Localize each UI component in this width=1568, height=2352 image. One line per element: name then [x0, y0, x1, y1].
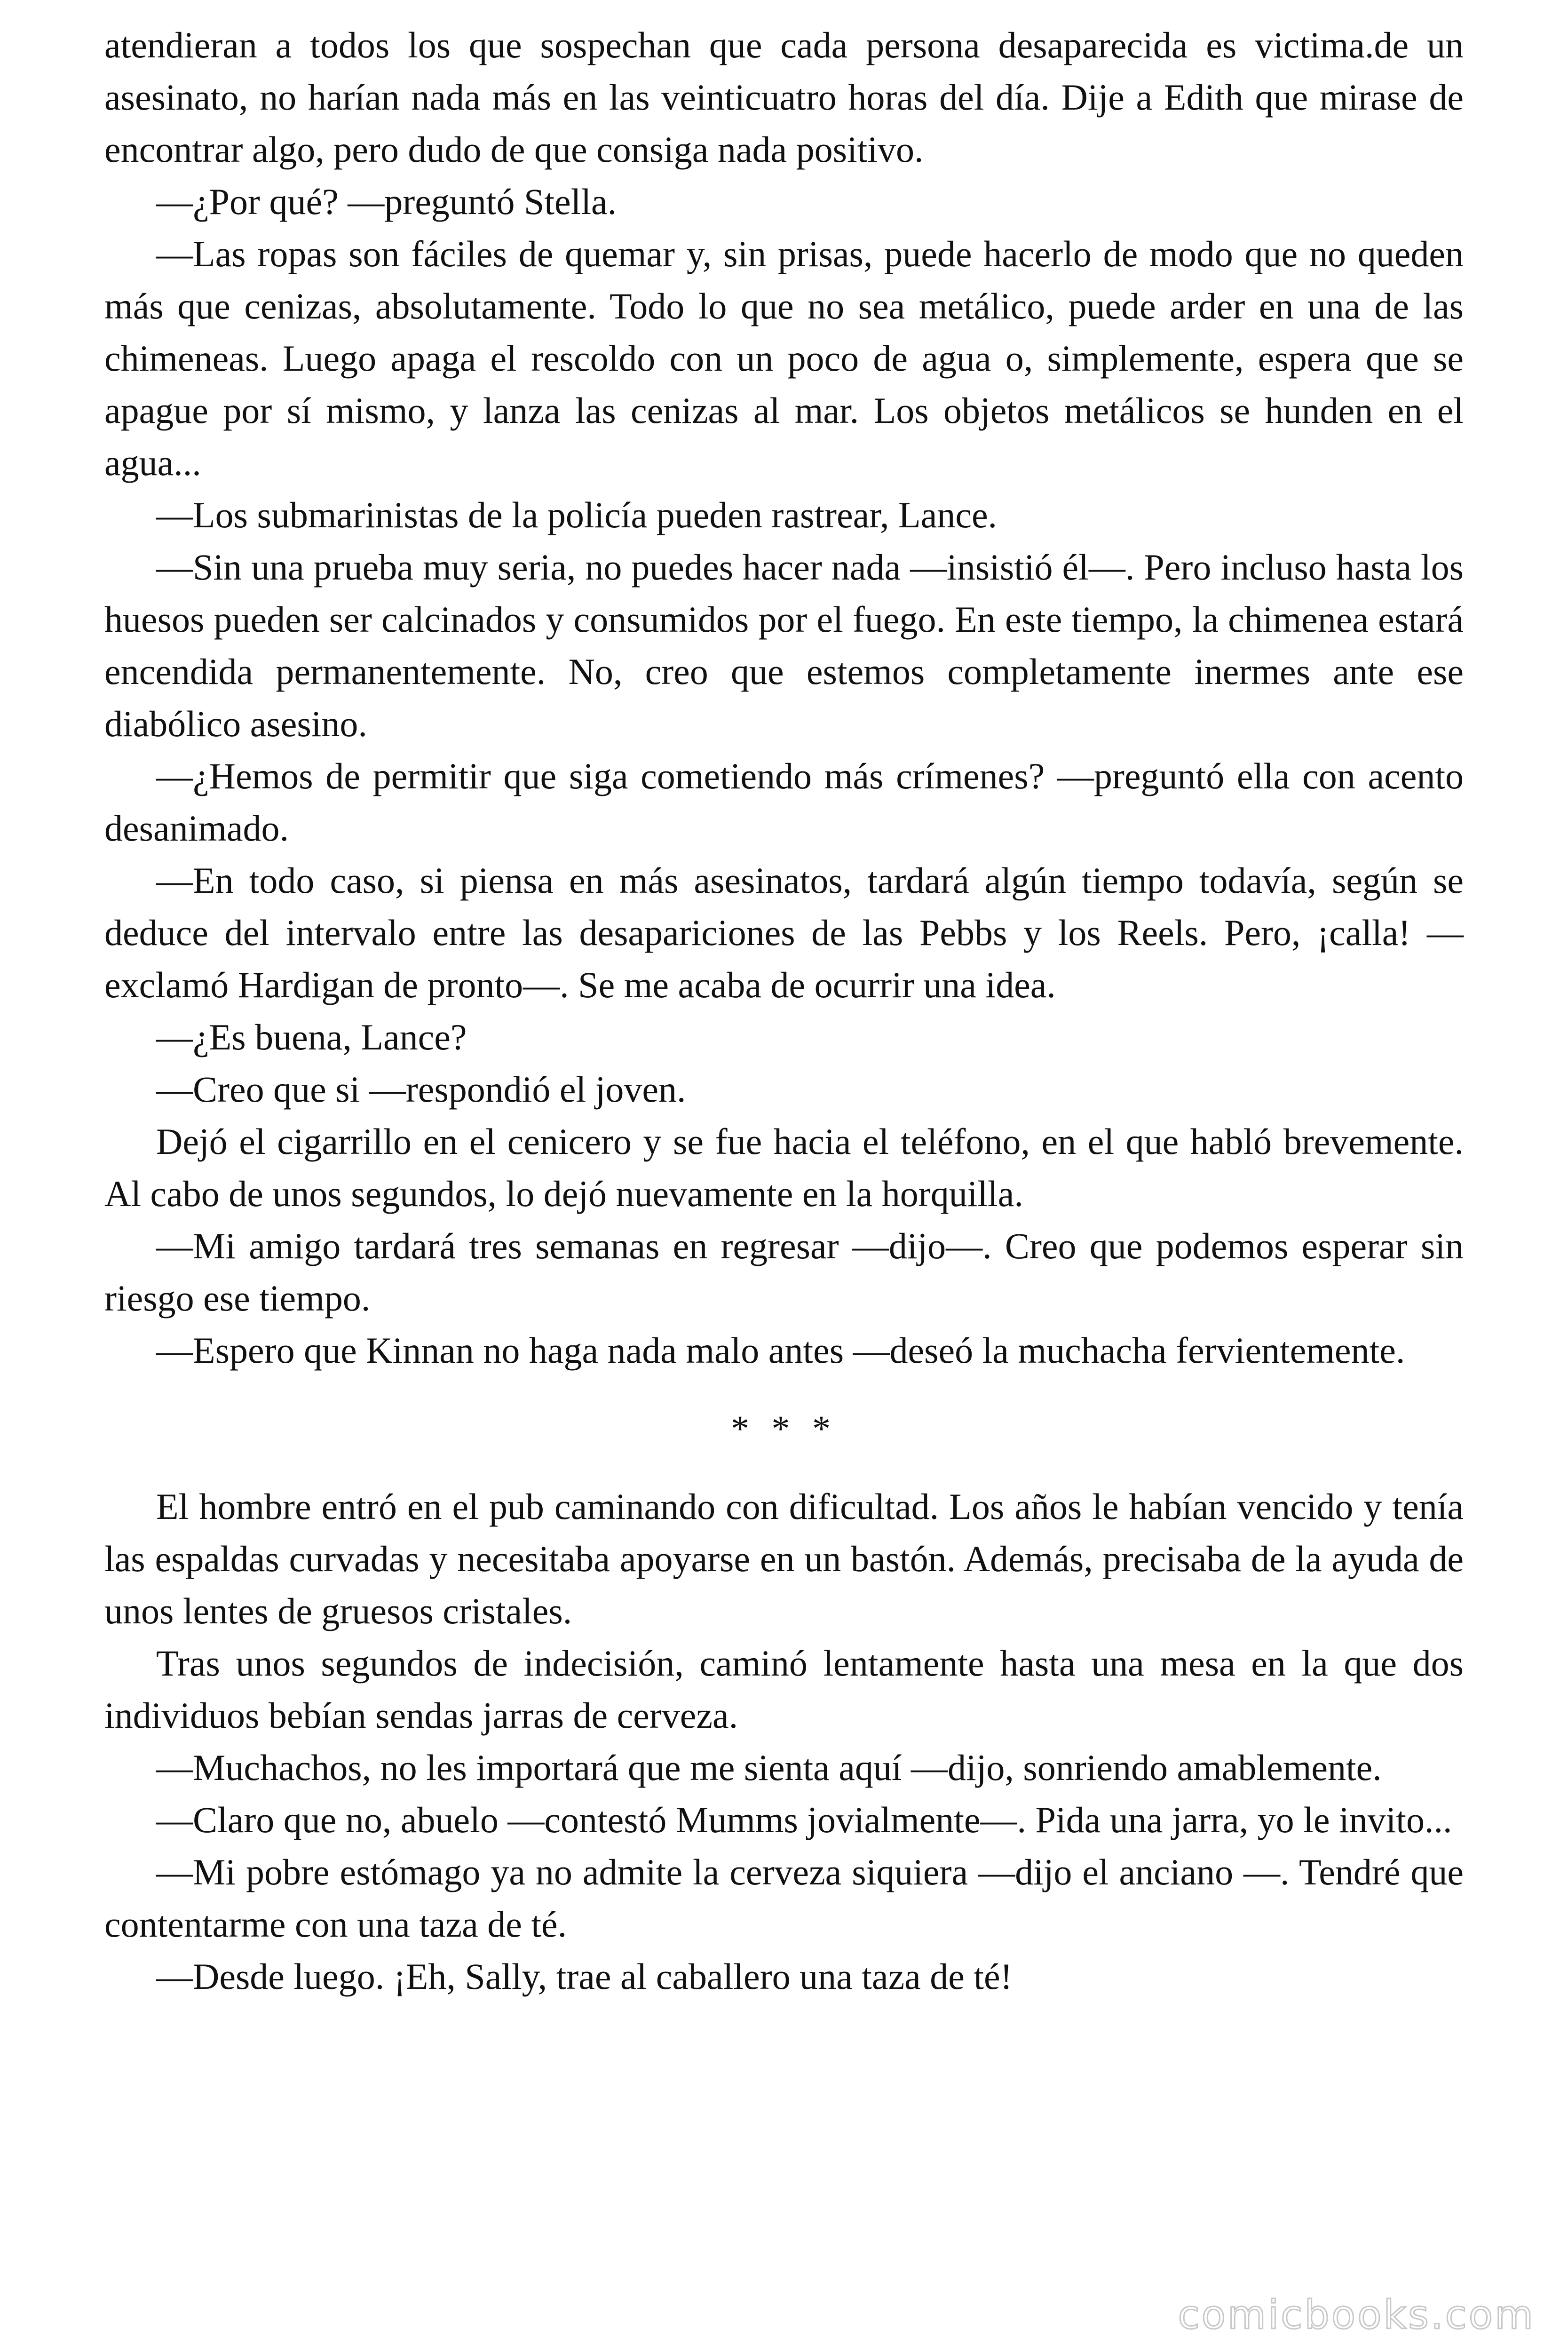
watermark: comicbooks.com	[1178, 2292, 1535, 2338]
paragraph: —¿Por qué? —preguntó Stella.	[156, 181, 617, 222]
paragraph: —Muchachos, no les importará que me sienta aquí —dijo, sonriendo amablemente.	[156, 1747, 1382, 1788]
paragraph: atendieran a todos los que sospechan que cada persona desaparecida es victima.de un asesinato, no harían nada más en las veinticuatro horas del día. Dije a Edith que mirase de encontrar algo, pero dudo de que consiga nada positivo.	[104, 24, 1464, 170]
paragraph: Tras unos segundos de indecisión, caminó lentamente hasta una mesa en la que dos individuos bebían sendas jarras de cerveza.	[104, 1643, 1464, 1736]
paragraph: El hombre entró en el pub caminando con dificultad. Los años le habían vencido y tenía las espaldas curvadas y necesitaba apoyarse en un bastón. Además, precisaba de la ayuda de unos lentes de gruesos cristales.	[104, 1486, 1464, 1631]
paragraph: —En todo caso, si piensa en más asesinatos, tardará algún tiempo todavía, según se deduce del intervalo entre las desapariciones de las Pebbs y los Reels. Pero, ¡calla! —exclamó Hardigan de pronto—. Se me acaba de ocurrir una idea.	[104, 860, 1464, 1005]
section-separator: * * *	[731, 1408, 837, 1449]
text-section-1	[104, 19, 1464, 1376]
paragraph: —Sin una prueba muy seria, no puedes hacer nada —insistió él—. Pero incluso hasta los huesos pueden ser calcinados y consumidos por el fuego. En este tiempo, la chimenea estará encendida permanentemente. No, creo que estemos completamente inermes ante ese diabólico asesino.	[104, 547, 1464, 744]
paragraph: —Creo que si —respondió el joven.	[156, 1069, 686, 1110]
paragraph: —Los submarinistas de la policía pueden rastrear, Lance.	[156, 494, 998, 535]
paragraph: —Las ropas son fáciles de quemar y, sin prisas, puede hacerlo de modo que no queden más que cenizas, absolutamente. Todo lo que no sea metálico, puede arder en una de las chimeneas. Luego apaga el rescoldo con un poco de agua o, simplemente, espera que se apague por sí mismo, y lanza las cenizas al mar. Los objetos metálicos se hunden en el agua...	[104, 233, 1464, 483]
page-text	[104, 19, 1464, 2002]
paragraph: Dejó el cigarrillo en el cenicero y se fue hacia el teléfono, en el que habló brevemente. Al cabo de unos segundos, lo dejó nuevamente en la horquilla.	[104, 1121, 1464, 1214]
text-section-2	[104, 1480, 1464, 2002]
paragraph: —Mi amigo tardará tres semanas en regresar —dijo—. Creo que podemos esperar sin riesgo ese tiempo.	[104, 1225, 1464, 1319]
paragraph: —¿Hemos de permitir que siga cometiendo más crímenes? —preguntó ella con acento desanimado.	[104, 755, 1464, 849]
paragraph: —Espero que Kinnan no haga nada malo antes —deseó la muchacha fervientemente.	[156, 1330, 1405, 1371]
paragraph: —¿Es buena, Lance?	[156, 1017, 467, 1057]
paragraph: —Desde luego. ¡Eh, Sally, trae al caballero una taza de té!	[156, 1956, 1013, 1997]
paragraph: —Claro que no, abuelo —contestó Mumms jovialmente—. Pida una jarra, yo le invito...	[156, 1799, 1452, 1840]
paragraph: —Mi pobre estómago ya no admite la cerveza siquiera —dijo el anciano —. Tendré que contentarme con una taza de té.	[104, 1851, 1464, 1945]
